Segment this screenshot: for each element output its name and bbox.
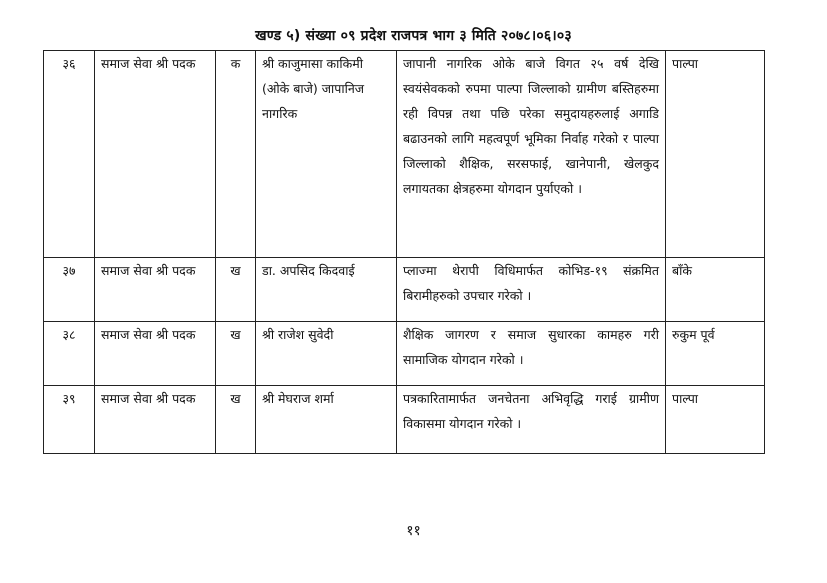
award-table	[43, 50, 765, 454]
table-row	[44, 51, 765, 258]
page-header: खण्ड ५) संख्या ०९ प्रदेश राजपत्र भाग ३ मिति २०७८।०६।०३	[255, 28, 572, 44]
award-category: ख	[216, 258, 256, 322]
district: बाँके	[666, 258, 765, 322]
recipient-name: श्री राजेश सुवेदी	[256, 322, 397, 386]
district: पाल्पा	[666, 51, 765, 258]
contribution-description: पत्रकारितामार्फत जनचेतना अभिवृद्धि गराई ग्रामीण विकासमा योगदान गरेको ।	[397, 386, 666, 454]
district: पाल्पा	[666, 386, 765, 454]
table-row	[44, 386, 765, 454]
award-category: ख	[216, 322, 256, 386]
award-category: ख	[216, 386, 256, 454]
award-title: समाज सेवा श्री पदक	[95, 51, 216, 258]
recipient-name: श्री मेघराज शर्मा	[256, 386, 397, 454]
serial-number: ३७	[44, 258, 95, 322]
serial-number: ३६	[44, 51, 95, 258]
serial-number: ३८	[44, 322, 95, 386]
award-category: क	[216, 51, 256, 258]
contribution-description: जापानी नागरिक ओके बाजे विगत २५ वर्ष देखि स्वयंसेवकको रुपमा पाल्पा जिल्लाको ग्रामीण बस्तिहरुमा रही विपन्न तथा पछि परेका समुदायहरुलाई अगाडि बढाउनको लागि महत्वपूर्ण भूमिका निर्वाह गरेको र पाल्पा जिल्लाको शैक्षिक, सरसफाई, खानेपानी, खेलकुद लगायतका क्षेत्रहरुमा योगदान पुर्याएको ।	[397, 51, 666, 258]
award-title: समाज सेवा श्री पदक	[95, 258, 216, 322]
contribution-description: शैक्षिक जागरण र समाज सुधारका कामहरु गरी सामाजिक योगदान गरेको ।	[397, 322, 666, 386]
page-number: ११	[406, 523, 421, 539]
district: रुकुम पूर्व	[666, 322, 765, 386]
award-title: समाज सेवा श्री पदक	[95, 386, 216, 454]
table-row	[44, 322, 765, 386]
contribution-description: प्लाज्मा थेरापी विधिमार्फत कोभिड-१९ संक्रमित बिरामीहरुको उपचार गरेको ।	[397, 258, 666, 322]
table-row	[44, 258, 765, 322]
serial-number: ३९	[44, 386, 95, 454]
award-title: समाज सेवा श्री पदक	[95, 322, 216, 386]
recipient-name: श्री काजुमासा काकिमी (ओके बाजे) जापानिज नागरिक	[256, 51, 397, 258]
recipient-name: डा. अपसिद किदवाई	[256, 258, 397, 322]
